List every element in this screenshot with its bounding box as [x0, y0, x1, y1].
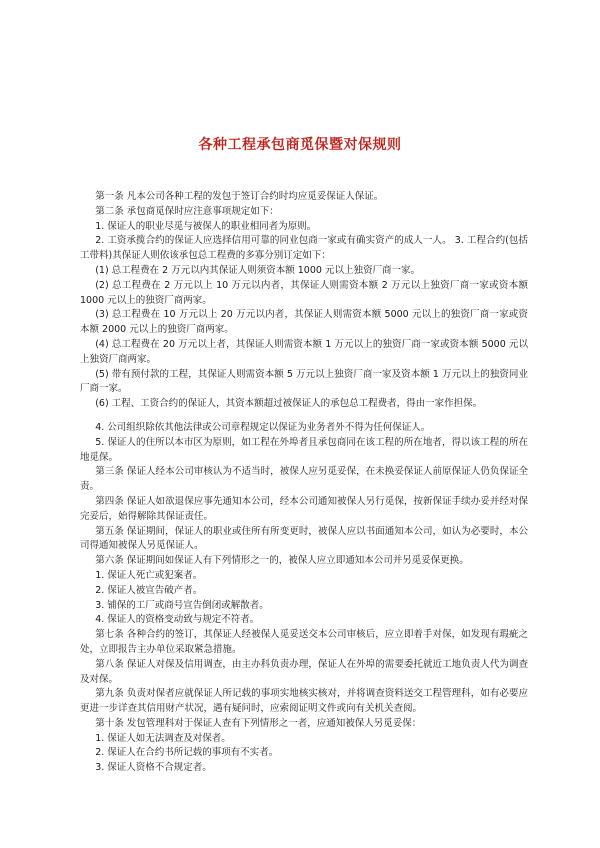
list-item: 2. 保证人被宣告破产者。 [95, 584, 203, 596]
article-10: 第十条 发包管理科对于保证人查有下列情形之一者，应通知被保人另觅妥保： [95, 717, 422, 729]
article-4: 第四条 保证人如欲退保应事先通知本公司，经本公司通知被保人另行觅保，按新保证手续办妥并经对保完妥后，始得解除其保证责任。 [80, 495, 528, 522]
list-item: 4. 保证人的资格变动致与规定不符者。 [95, 614, 260, 626]
list-item: 1. 保证人的职业尽觅与被保人的职业相同者为原则。 [95, 220, 317, 232]
sub-item: (3) 总工程费在 10 万元以上 20 万元以内者，其保证人则需资本额 5000 元以上的独资厂商一家或资本额 2000 元以上的独资厂商两家。 [80, 309, 528, 336]
article-7: 第七条 各种合约的签订，其保证人经被保人觅妥送交本公司审核后，应立即着手对保，如发现有瑕疵之处，立即报告主办单位采取紧急措施。 [80, 629, 528, 655]
article-9: 第九条 负责对保者应就保证人所记载的事项实地核实核对，并将调查资料送交工程管理科，如有必要应更进一步详查其信用财产状况，遇有疑问时，应索阅证明文件或向有关机关查阅。 [80, 688, 528, 715]
list-item: 1. 保证人如无法调查及对保者。 [95, 732, 231, 744]
list-item: 3. 铺保的工厂或商号宣告倒闭或解散者。 [95, 599, 269, 611]
article-1: 第一条 凡本公司各种工程的发包于签订合约时均应觅妥保证人保证。 [95, 191, 384, 202]
list-item: 4. 公司组织除依其他法律或公司章程规定以保证为业务者外不得为任何保证人。 [95, 421, 431, 433]
sub-item: (2) 总工程费在 2 万元以上 10 万元以内者，其保证人则需资本额 2 万元以上独资厂商一家或资本额 1000 元以上的独资厂商两家。 [80, 279, 528, 306]
article-5: 第五条 保证期间，保证人的职业或住所有所变更时，被保人应以书面通知本公司，如认为必要时，本公司得通知被保人另觅保证人。 [80, 525, 528, 552]
list-item: 5. 保证人的住所以本市区为原则，如工程在外埠者且承包商同在该工程的所在地者，得以该工程的所在地觅保。 [80, 436, 528, 463]
sub-item: (4) 总工程费在 20 万元以上者，其保证人则需资本额 1 万元以上的独资厂商一家或资本额 5000 元以上独资厂商两家。 [80, 338, 528, 365]
document-body [80, 190, 528, 776]
list-item: 1. 保证人死亡或犯案者。 [95, 569, 203, 581]
list-item: 3. 保证人资格不合规定者。 [95, 762, 212, 774]
sub-item: (1) 总工程费在 2 万元以内其保证人则须资本额 1000 元以上独资厂商一家。 [95, 264, 420, 276]
list-item: 2. 工资承揽合约的保证人应选择信用可靠的同业包商一家或有确实资产的成人一人。 3. 工程合约(包括工带料)其保证人则依该承包总工程费的多寡分别订定如下： [80, 235, 528, 262]
article-8: 第八条 保证人对保及信用调查，由主办科负责办理，保证人在外埠的需要委托就近工地负责人代为调查及对保。 [80, 658, 528, 685]
article-6: 第六条 保证期间如保证人有下列情形之一的，被保人应立即通知本公司并另觅妥保更换。 [95, 555, 469, 567]
article-3: 第三条 保证人经本公司审核认为不适当时，被保人应另觅妥保，在未换妥保证人前原保证人仍负保证全责。 [80, 466, 528, 493]
list-item: 2. 保证人在合约书所记载的事项有不实者。 [95, 747, 279, 759]
document-title: 各种工程承包商觅保暨对保规则 [198, 137, 402, 153]
article-2: 第二条 承包商觅保时应注意事项规定如下： [95, 205, 279, 217]
sub-item: (6) 工程、工资合约的保证人，其资本额超过被保证人的承包总工程费者，得由一家作担保。 [95, 398, 483, 410]
sub-item: (5) 带有预付款的工程，其保证人则需资本额 5 万元以上独资厂商一家及资本额 1 万元以上的独资同业厂商一家。 [80, 368, 528, 395]
